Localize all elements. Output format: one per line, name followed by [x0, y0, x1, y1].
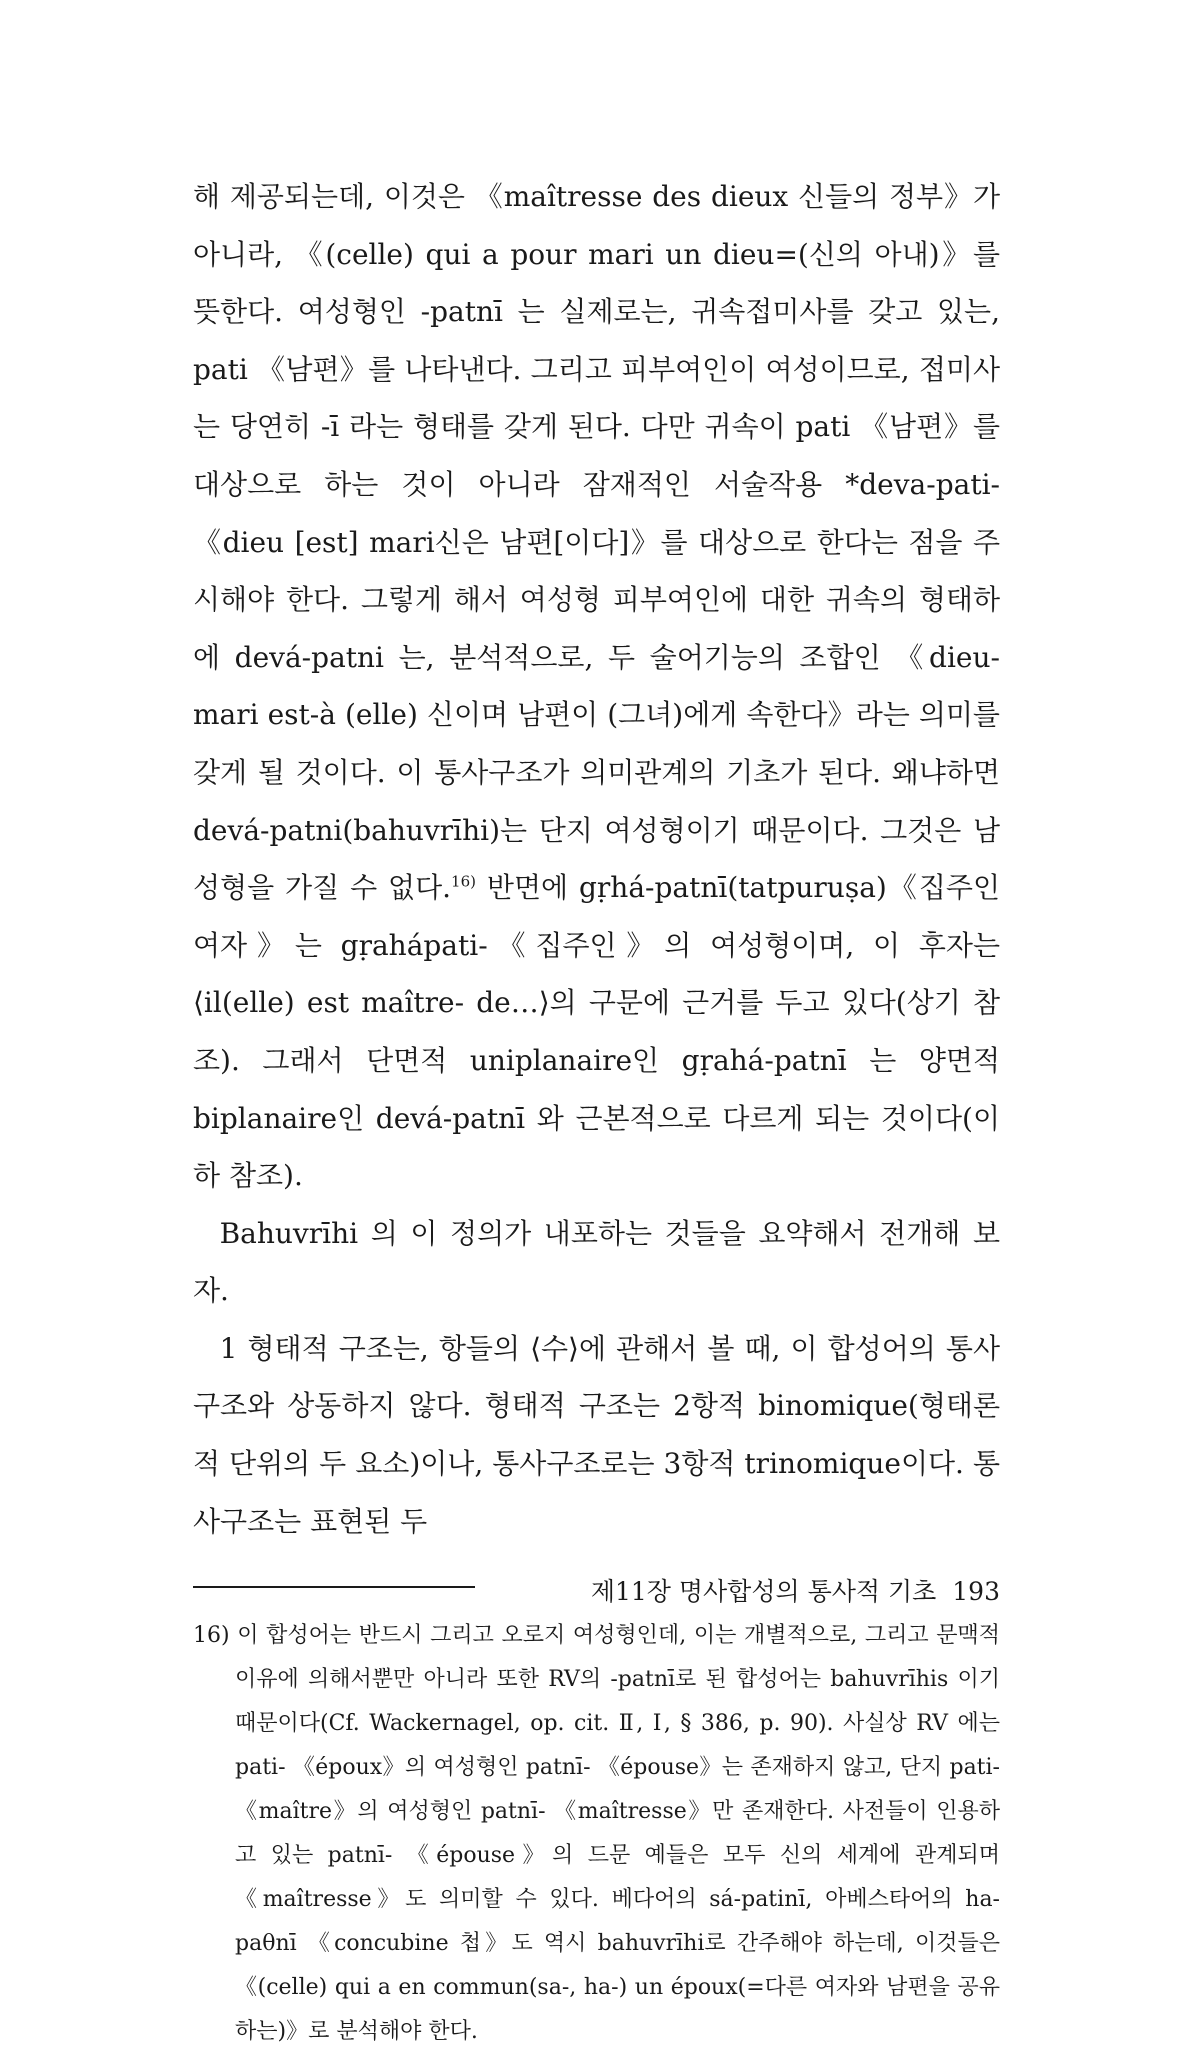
footnote-divider: [193, 1586, 475, 1588]
running-footer: [591, 1572, 1000, 1608]
body-paragraph-1: [193, 168, 1000, 1205]
body-text: [193, 168, 1000, 1550]
footnotes: [193, 1614, 1000, 2054]
paragraph-1-tail: 반면에 gṛhá-patnī(tatpuruṣa)《집주인 여자》는 gṛahápati-《집주인》의 여성형이며, 이 후자는 ⟨il(elle) est maître- de…⟩의 구문에 근거를 두고 있다(상기 참조). 그래서 단면적 uniplanaire인 gṛahá-patnī 는 양면적 biplanaire인 devá-patnī 와 근본적으로 다르게 되는 것이다(이하 참조).: [193, 871, 1000, 1193]
footnote-ref-16: 16): [451, 872, 476, 891]
body-paragraph-2: Bahuvrīhi 의 이 정의가 내포하는 것들을 요약해서 전개해 보자.: [193, 1216, 1000, 1308]
page-number: 193: [952, 1577, 1000, 1606]
body-paragraph-3: 1 형태적 구조는, 항들의 ⟨수⟩에 관해서 볼 때, 이 합성어의 통사구조와 상동하지 않다. 형태적 구조는 2항적 binomique(형태론적 단위의 두 요소)이나, 통사구조로는 3항적 trinomique이다. 통사구조는 표현된 두: [193, 1331, 1000, 1538]
paragraph-1-text: 해 제공되는데, 이것은 《maîtresse des dieux 신들의 정부》가 아니라, 《(celle) qui a pour mari un dieu=(신의 아내)》를 뜻한다. 여성형인 -patnī 는 실제로는, 귀속접미사를 갖고 있는, pati 《남편》를 나타낸다. 그리고 피부여인이 여성이므로, 접미사는 당연히 -ī 라는 형태를 갖게 된다. 다만 귀속이 pati 《남편》를 대상으로 하는 것이 아니라 잠재적인 서술작용 *deva-pati-《dieu [est] mari신은 남편[이다]》를 대상으로 한다는 점을 주시해야 한다. 그렇게 해서 여성형 피부여인에 대한 귀속의 형태하에 devá-patni 는, 분석적으로, 두 술어기능의 조합인 《dieu-mari est-à (elle) 신이며 남편이 (그녀)에게 속한다》라는 의미를 갖게 될 것이다. 이 통사구조가 의미관계의 기초가 된다. 왜냐하면 devá-patni(bahuvrīhi)는 단지 여성형이기 때문이다. 그것은 남성형을 가질 수 없다.: [193, 180, 1000, 905]
footnote-16: 16) 이 합성어는 반드시 그리고 오로지 여성형인데, 이는 개별적으로, 그리고 문맥적 이유에 의해서뿐만 아니라 또한 RV의 -patnī로 된 합성어는 bahuvrīhis 이기 때문이다(Cf. Wackernagel, op. cit. Ⅱ, Ⅰ, § 386, p. 90). 사실상 RV 에는 pati- 《époux》의 여성형인 patnī- 《épouse》는 존재하지 않고, 단지 pati- 《maître》의 여성형인 patnī- 《maîtresse》만 존재한다. 사전들이 인용하고 있는 patnī- 《épouse》의 드문 예들은 모두 신의 세계에 관계되며 《maîtresse》도 의미할 수 있다. 베다어의 sá-patinī, 아베스타어의 ha-paθnī 《concubine 첩》도 역시 bahuvrīhi로 간주해야 하는데, 이것들은 《(celle) qui a en commun(sa-, ha-) un époux(=다른 여자와 남편을 공유하는)》로 분석해야 한다.: [193, 1623, 1000, 2045]
chapter-title: 제11장 명사합성의 통사적 기초: [590, 1577, 937, 1606]
